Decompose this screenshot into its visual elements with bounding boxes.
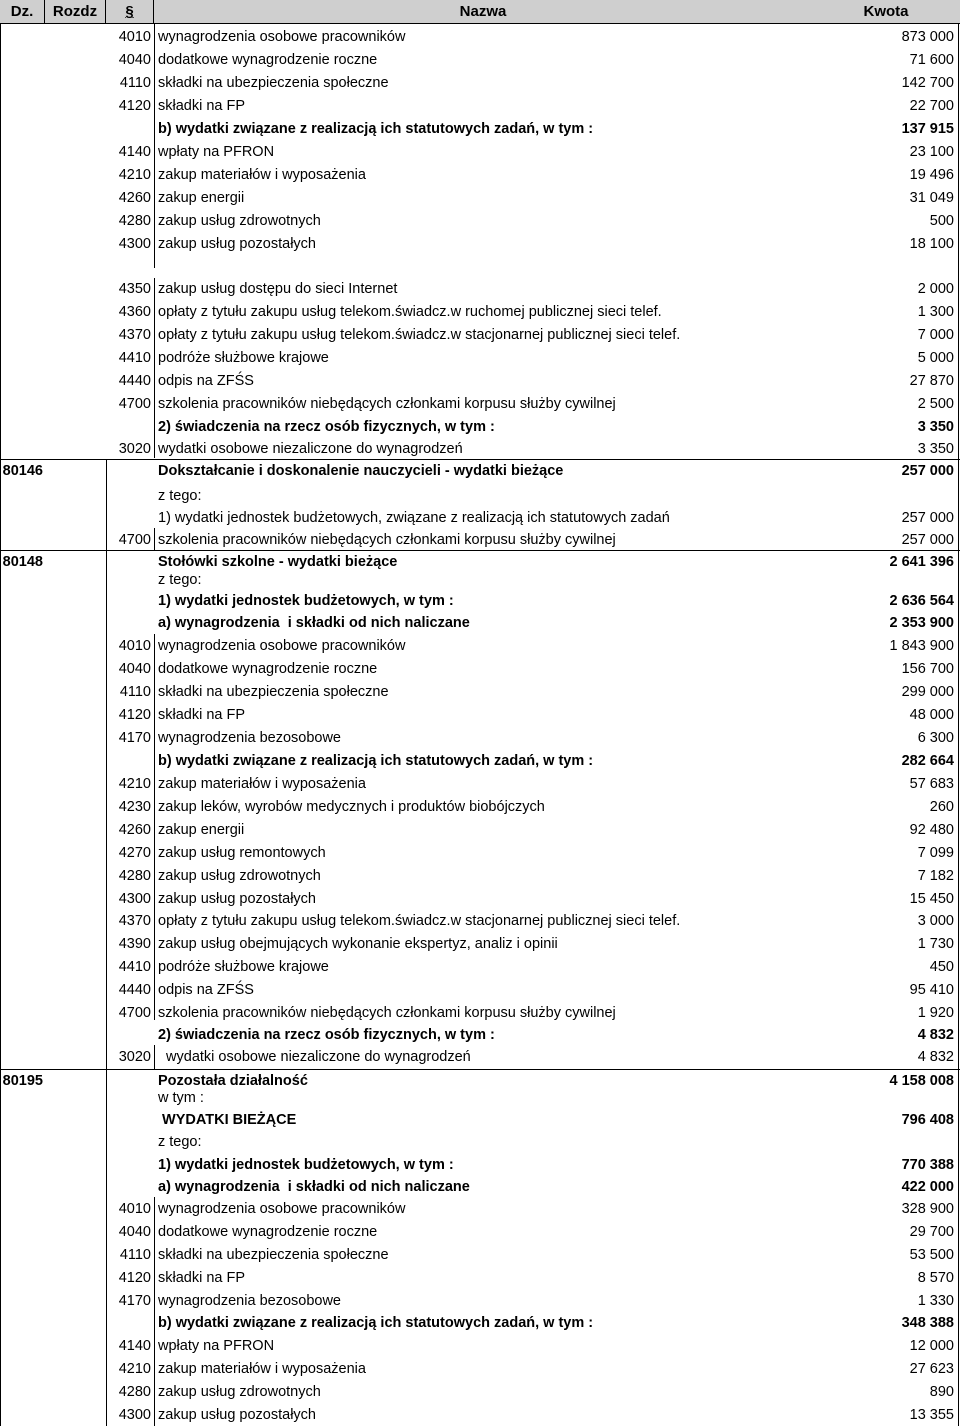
item-amount: 12 000 <box>909 1338 954 1354</box>
table-row <box>0 704 960 726</box>
table-row <box>0 1109 960 1131</box>
table-row <box>0 301 960 323</box>
item-amount: 1 920 <box>917 1005 954 1021</box>
table-row <box>0 933 960 955</box>
rozdzial-code: 80195 <box>2 1073 43 1089</box>
item-name: opłaty z tytułu zakupu usług telekom.świadcz.w stacjonarnej publicznej sieci telef. <box>158 913 681 929</box>
item-amount: 142 700 <box>901 75 954 91</box>
paragraph-code: 4010 <box>118 1201 151 1217</box>
item-amount: 29 700 <box>909 1224 954 1240</box>
table-row <box>0 727 960 749</box>
paragraph-code: 4170 <box>118 1293 151 1309</box>
item-name: 1) wydatki jednostek budżetowych, związane z realizacją ich statutowych zadań <box>158 510 670 526</box>
item-amount: 299 000 <box>901 684 954 700</box>
item-amount: 6 300 <box>917 730 954 746</box>
paragraph-code: 4360 <box>118 304 151 320</box>
item-amount: 8 570 <box>917 1270 954 1286</box>
paragraph-code: 4280 <box>118 1384 151 1400</box>
item-name: składki na FP <box>158 98 246 114</box>
table-row <box>0 72 960 94</box>
header-kwota: Kwota <box>863 3 909 20</box>
table-row <box>0 210 960 232</box>
item-amount: 770 388 <box>901 1157 954 1173</box>
table-row <box>0 1176 960 1198</box>
item-name: wpłaty na PFRON <box>158 144 275 160</box>
item-name: zakup materiałów i wyposażenia <box>158 776 366 792</box>
paragraph-code: 4370 <box>118 327 151 343</box>
item-name: zakup energii <box>158 822 245 838</box>
table-row <box>0 910 960 932</box>
paragraph-code: 4410 <box>118 350 151 366</box>
item-name: Dokształcanie i doskonalenie nauczycieli - wydatki bieżące <box>158 463 564 479</box>
table-row <box>0 1358 960 1380</box>
paragraph-code: 4700 <box>118 532 151 548</box>
table-row <box>0 681 960 703</box>
paragraph-code: 4410 <box>118 959 151 975</box>
paragraph-code: 4210 <box>118 1361 151 1377</box>
item-name: b) wydatki związane z realizacją ich statutowych zadań, w tym : <box>158 753 594 769</box>
table-row <box>0 796 960 818</box>
table-row <box>0 416 960 438</box>
item-amount: 257 000 <box>901 510 954 526</box>
item-name: szkolenia pracowników niebędących członkami korpusu służby cywilnej <box>158 396 616 412</box>
table-row <box>0 1244 960 1266</box>
item-name: b) wydatki związane z realizacją ich statutowych zadań, w tym : <box>158 121 594 137</box>
item-amount: 3 000 <box>917 913 954 929</box>
table-row <box>0 750 960 772</box>
table-row <box>0 118 960 140</box>
paragraph-code: 4140 <box>118 144 151 160</box>
item-name: wynagrodzenia osobowe pracowników <box>158 1201 406 1217</box>
item-name: zakup usług zdrowotnych <box>158 1384 321 1400</box>
item-name: składki na ubezpieczenia społeczne <box>158 684 389 700</box>
paragraph-code: 4010 <box>118 29 151 45</box>
item-name: wynagrodzenia osobowe pracowników <box>158 638 406 654</box>
table-row <box>0 865 960 887</box>
paragraph-code: 4110 <box>119 75 151 91</box>
header-dz: Dz. <box>0 0 45 23</box>
table-row <box>0 569 960 591</box>
item-amount: 348 388 <box>901 1315 954 1331</box>
item-amount: 4 832 <box>917 1049 954 1065</box>
table-row <box>0 635 960 657</box>
header-rozdz: Rozdz <box>45 0 106 23</box>
item-amount: 27 623 <box>909 1361 954 1377</box>
table-row <box>0 1335 960 1357</box>
item-amount: 7 099 <box>917 845 954 861</box>
item-amount: 4 832 <box>917 1027 954 1043</box>
item-name: składki na FP <box>158 1270 246 1286</box>
item-amount: 5 000 <box>917 350 954 366</box>
item-amount: 4 158 008 <box>889 1073 954 1089</box>
table-row <box>0 278 960 300</box>
item-amount: 2 641 396 <box>889 554 954 570</box>
item-amount: 796 408 <box>901 1112 954 1128</box>
rozdzial-code: 80148 <box>2 554 43 570</box>
item-name: wynagrodzenia bezosobowe <box>158 1293 341 1309</box>
table-row <box>0 49 960 71</box>
table-row <box>0 141 960 163</box>
item-amount: 3 350 <box>917 419 954 435</box>
item-name: wydatki osobowe niezaliczone do wynagrodzeń <box>158 1049 471 1065</box>
paragraph-code: 4440 <box>118 373 151 389</box>
header-nazwa: Nazwa <box>459 3 507 20</box>
table-row <box>0 324 960 346</box>
table-row <box>0 1312 960 1334</box>
table-row <box>0 1046 960 1068</box>
table-row <box>0 95 960 117</box>
item-name: wpłaty na PFRON <box>158 1338 275 1354</box>
item-name: zakup usług zdrowotnych <box>158 868 321 884</box>
paragraph-code: 4260 <box>118 822 151 838</box>
table-row <box>0 773 960 795</box>
item-name: dodatkowe wynagrodzenie roczne <box>158 661 378 677</box>
item-amount: 422 000 <box>901 1179 954 1195</box>
item-amount: 48 000 <box>909 707 954 723</box>
item-amount: 450 <box>929 959 954 975</box>
item-name: wydatki osobowe niezaliczone do wynagrodzeń <box>158 441 463 457</box>
item-name: zakup usług pozostałych <box>158 236 316 252</box>
item-name: z tego: <box>158 1134 202 1150</box>
item-name: zakup usług pozostałych <box>158 891 316 907</box>
table-row <box>0 819 960 841</box>
item-amount: 31 049 <box>909 190 954 206</box>
table-row <box>0 507 960 529</box>
paragraph-code: 4120 <box>118 98 151 114</box>
item-amount: 13 355 <box>909 1407 954 1423</box>
item-name: podróże służbowe krajowe <box>158 350 329 366</box>
table-row <box>0 164 960 186</box>
item-name: zakup leków, wyrobów medycznych i produktów biobójczych <box>158 799 545 815</box>
rozdzial-code: 80146 <box>2 463 43 479</box>
paragraph-code: 4110 <box>119 1247 151 1263</box>
paragraph-code: 4040 <box>118 661 151 677</box>
table-row <box>0 26 960 48</box>
table-row <box>0 438 960 460</box>
paragraph-code: 4300 <box>118 236 151 252</box>
paragraph-code: 4300 <box>118 891 151 907</box>
table-row <box>0 1290 960 1312</box>
item-amount: 71 600 <box>909 52 954 68</box>
table-row <box>0 1404 960 1426</box>
item-amount: 1 300 <box>917 304 954 320</box>
table-row <box>0 612 960 634</box>
table-row <box>0 1381 960 1403</box>
paragraph-code: 4120 <box>118 707 151 723</box>
item-amount: 156 700 <box>901 661 954 677</box>
table-row <box>0 1131 960 1153</box>
item-amount: 500 <box>929 213 954 229</box>
paragraph-code: 3020 <box>118 1049 151 1065</box>
paragraph-code: 4140 <box>118 1338 151 1354</box>
paragraph-code: 4040 <box>118 52 151 68</box>
item-amount: 1 330 <box>917 1293 954 1309</box>
item-name: WYDATKI BIEŻĄCE <box>158 1112 297 1128</box>
header-paragraph: § <box>106 0 154 23</box>
paragraph-code: 4110 <box>119 684 151 700</box>
item-name: a) wynagrodzenia i składki od nich naliczane <box>158 1179 470 1195</box>
item-name: opłaty z tytułu zakupu usług telekom.świadcz.w ruchomej publicznej sieci telef. <box>158 304 662 320</box>
item-amount: 53 500 <box>909 1247 954 1263</box>
item-name: szkolenia pracowników niebędących członkami korpusu służby cywilnej <box>158 532 616 548</box>
paragraph-code: 4210 <box>118 167 151 183</box>
item-name: odpis na ZFŚS <box>158 373 254 389</box>
table-row <box>0 347 960 369</box>
item-name: wynagrodzenia osobowe pracowników <box>158 29 406 45</box>
item-amount: 257 000 <box>901 463 954 479</box>
paragraph-code: 4010 <box>118 638 151 654</box>
paragraph-code: 4170 <box>118 730 151 746</box>
item-name: b) wydatki związane z realizacją ich statutowych zadań, w tym : <box>158 1315 594 1331</box>
table-header <box>0 0 960 24</box>
table-row <box>0 979 960 1001</box>
item-amount: 57 683 <box>909 776 954 792</box>
item-name: składki na FP <box>158 707 246 723</box>
paragraph-code: 3020 <box>118 441 151 457</box>
paragraph-code: 4260 <box>118 190 151 206</box>
table-row <box>0 1154 960 1176</box>
table-row <box>0 187 960 209</box>
item-amount: 890 <box>929 1384 954 1400</box>
item-amount: 1 843 900 <box>889 638 954 654</box>
item-name: podróże służbowe krajowe <box>158 959 329 975</box>
paragraph-code: 4440 <box>118 982 151 998</box>
item-name: zakup usług remontowych <box>158 845 326 861</box>
table-row <box>0 1198 960 1220</box>
paragraph-code: 4210 <box>118 776 151 792</box>
item-name: zakup materiałów i wyposażenia <box>158 167 366 183</box>
paragraph-code: 4280 <box>118 868 151 884</box>
item-name: odpis na ZFŚS <box>158 982 254 998</box>
table-row <box>0 658 960 680</box>
item-amount: 2 000 <box>917 281 954 297</box>
item-name: z tego: <box>158 488 202 504</box>
item-name: zakup usług dostępu do sieci Internet <box>158 281 398 297</box>
item-name: zakup usług obejmujących wykonanie ekspertyz, analiz i opinii <box>158 936 558 952</box>
item-amount: 15 450 <box>909 891 954 907</box>
item-amount: 257 000 <box>901 532 954 548</box>
table-row <box>0 590 960 612</box>
item-name: wynagrodzenia bezosobowe <box>158 730 341 746</box>
table-row <box>0 956 960 978</box>
paragraph-code: 4120 <box>118 1270 151 1286</box>
table-row <box>0 529 960 551</box>
item-name: zakup materiałów i wyposażenia <box>158 1361 366 1377</box>
item-amount: 27 870 <box>909 373 954 389</box>
item-name: 2) świadczenia na rzecz osób fizycznych, w tym : <box>158 1027 495 1043</box>
item-name: opłaty z tytułu zakupu usług telekom.świadcz.w stacjonarnej publicznej sieci telef. <box>158 327 681 343</box>
item-amount: 260 <box>929 799 954 815</box>
table-row <box>0 393 960 415</box>
item-name: 1) wydatki jednostek budżetowych, w tym : <box>158 1157 454 1173</box>
item-name: zakup usług zdrowotnych <box>158 213 321 229</box>
item-amount: 7 000 <box>917 327 954 343</box>
paragraph-code: 4280 <box>118 213 151 229</box>
paragraph-code: 4700 <box>118 396 151 412</box>
item-name: 1) wydatki jednostek budżetowych, w tym : <box>158 593 454 609</box>
table-row <box>0 842 960 864</box>
paragraph-code: 4700 <box>118 1005 151 1021</box>
item-name: 2) świadczenia na rzecz osób fizycznych, w tym : <box>158 419 495 435</box>
table-row <box>0 1024 960 1046</box>
paragraph-code: 4370 <box>118 913 151 929</box>
item-amount: 95 410 <box>909 982 954 998</box>
table-row <box>0 460 960 482</box>
item-amount: 328 900 <box>901 1201 954 1217</box>
item-amount: 2 500 <box>917 396 954 412</box>
table-row <box>0 233 960 255</box>
table-row <box>0 1221 960 1243</box>
item-amount: 282 664 <box>901 753 954 769</box>
item-amount: 1 730 <box>917 936 954 952</box>
item-name: dodatkowe wynagrodzenie roczne <box>158 52 378 68</box>
paragraph-code: 4300 <box>118 1407 151 1423</box>
item-name: zakup energii <box>158 190 245 206</box>
paragraph-code: 4350 <box>118 281 151 297</box>
table-row <box>0 1002 960 1024</box>
paragraph-code: 4040 <box>118 1224 151 1240</box>
item-amount: 23 100 <box>909 144 954 160</box>
item-name: w tym : <box>158 1090 204 1106</box>
item-name: z tego: <box>158 572 202 588</box>
item-amount: 92 480 <box>909 822 954 838</box>
item-amount: 2 636 564 <box>889 593 954 609</box>
table-row <box>0 888 960 910</box>
table-row <box>0 1087 960 1109</box>
item-amount: 3 350 <box>917 441 954 457</box>
item-name: Pozostała działalność <box>158 1073 308 1089</box>
item-amount: 2 353 900 <box>889 615 954 631</box>
item-name: Stołówki szkolne - wydatki bieżące <box>158 554 398 570</box>
item-name: zakup usług pozostałych <box>158 1407 316 1423</box>
table-row <box>0 370 960 392</box>
item-name: dodatkowe wynagrodzenie roczne <box>158 1224 378 1240</box>
table-row <box>0 485 960 507</box>
item-name: składki na ubezpieczenia społeczne <box>158 1247 389 1263</box>
item-amount: 873 000 <box>901 29 954 45</box>
paragraph-code: 4390 <box>118 936 151 952</box>
item-amount: 22 700 <box>909 98 954 114</box>
item-name: składki na ubezpieczenia społeczne <box>158 75 389 91</box>
item-amount: 19 496 <box>909 167 954 183</box>
item-name: a) wynagrodzenia i składki od nich naliczane <box>158 615 470 631</box>
item-amount: 18 100 <box>909 236 954 252</box>
item-amount: 137 915 <box>901 121 954 137</box>
item-name: szkolenia pracowników niebędących członkami korpusu służby cywilnej <box>158 1005 616 1021</box>
item-amount: 7 182 <box>917 868 954 884</box>
table-row <box>0 1267 960 1289</box>
paragraph-code: 4270 <box>118 845 151 861</box>
paragraph-code: 4230 <box>118 799 151 815</box>
